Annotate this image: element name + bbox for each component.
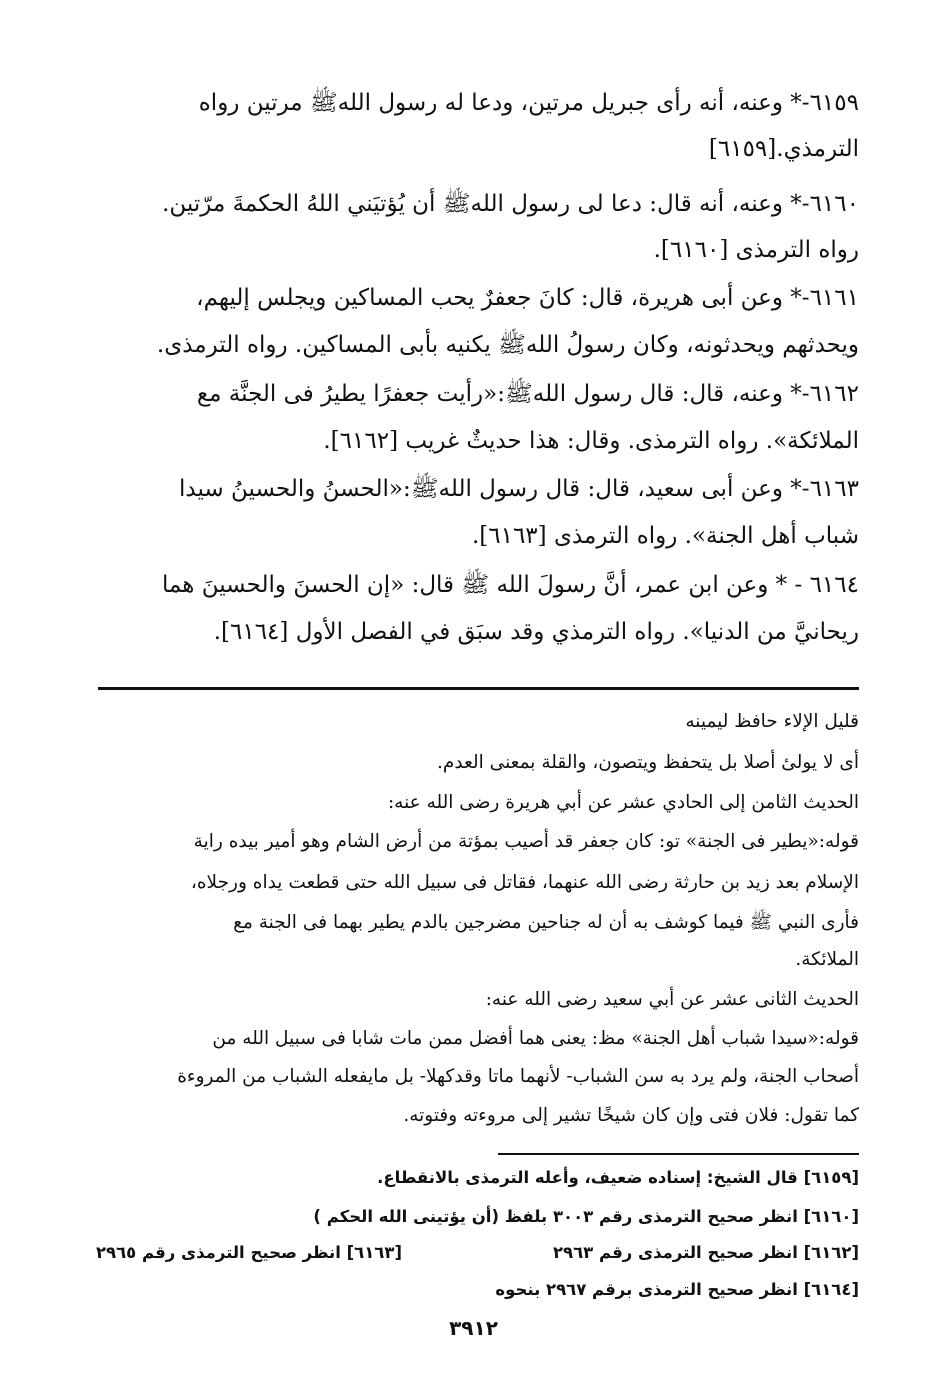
text-line: ٦١٦٢-* وعنه، قال: قال رسول اللهﷺ:«رأيت جعفرًا يطيرُ فى الجنَّة مع xyxy=(196,381,859,407)
text-line: شباب أهل الجنة». رواه الترمذى [٦١٦٣]. xyxy=(471,523,859,549)
footnote-6160: [٦١٦٠] انظر صحيح الترمذى رقم ٣٠٠٣ بلفظ (أن يؤتينى الله الحكم ) xyxy=(313,1207,859,1226)
commentary-line: الحديث الثانى عشر عن أبي سعيد رضى الله عنه: xyxy=(485,989,859,1010)
main-divider xyxy=(98,687,859,690)
footnote-divider xyxy=(498,1153,859,1155)
commentary-line: الملائكة. xyxy=(795,949,859,970)
commentary-line: أصحاب الجنة، ولم يرد به سن الشباب- لأنهما ماتا وقدكهلا- بل مايفعله الشباب من المروءة xyxy=(177,1066,859,1087)
text-line: الترمذي.[٦١٥٩] xyxy=(708,136,859,162)
text-line: ويحدثهم ويحدثونه، وكان رسولُ اللهﷺ يكنيه بأبى المساكين. رواه الترمذى. xyxy=(156,332,859,358)
text-line: ريحانيَّ من الدنيا». رواه الترمذي وقد سبَق في الفصل الأول [٦١٦٤]. xyxy=(213,619,859,645)
text-line: ٦١٦١-* وعن أبى هريرة، قال: كانَ جعفرٌ يحب المساكين ويجلس إليهم، xyxy=(196,285,859,311)
commentary-line: كما تقول: فلان فتى وإن كان شيخًا تشير إلى مروءته وفتوته. xyxy=(403,1105,859,1126)
commentary-line: أى لا يولىٔ أصلا بل يتحفظ ويتصون، والقلة بمعنى العدم. xyxy=(437,752,859,773)
footnote-6164: [٦١٦٤] انظر صحيح الترمذى برقم ٢٩٦٧ بنحوه xyxy=(495,1280,859,1299)
text-line: ٦١٦٤ - * وعن ابن عمر، أنَّ رسولَ الله ﷺ قال: «إن الحسنَ والحسينَ هما xyxy=(161,572,859,598)
text-line: الملائكة». رواه الترمذى. وقال: هذا حديثٌ غريب [٦١٦٢]. xyxy=(323,428,859,454)
footnote-6162: [٦١٦٢] انظر صحيح الترمذى رقم ٢٩٦٣ xyxy=(552,1243,859,1262)
text-line: ٦١٦٣-* وعن أبى سعيد، قال: قال رسول اللهﷺ:«الحسنُ والحسينُ سيدا xyxy=(179,476,859,502)
text-line: ٦١٥٩-* وعنه، أنه رأى جبريل مرتين، ودعا له رسول اللهﷺ مرتين رواه xyxy=(198,90,859,116)
commentary-line: فأرى النبي ﷺ فيما كوشف به أن له جناحين مضرجين بالدم يطير بهما فى الجنة مع xyxy=(233,912,859,933)
commentary-line: الحديث الثامن إلى الحادي عشر عن أبي هريرة رضى الله عنه: xyxy=(387,792,859,813)
commentary-line: قوله:«يطير فى الجنة» تو: كان جعفر قد أصيب بمؤتة من أرض الشام وهو أمير بيده راية xyxy=(193,831,859,852)
commentary-line: قليل الإلاء حافظ ليمينه xyxy=(685,711,859,732)
commentary-line: الإسلام بعد زيد بن حارثة رضى الله عنهما، فقاتل فى سبيل الله حتى قطعت يداه ورجلاه، xyxy=(190,872,859,893)
footnote-6163: [٦١٦٣] انظر صحيح الترمذى رقم ٢٩٦٥ xyxy=(95,1243,402,1262)
page-number: ٣٩١٢ xyxy=(449,1316,498,1340)
footnote-6159: [٦١٥٩] قال الشيخ: إسناده ضعيف، وأعله الترمذى بالانقطاع. xyxy=(377,1168,859,1187)
text-line: ٦١٦٠-* وعنه، أنه قال: دعا لى رسول اللهﷺ أن يُؤتيَني اللهُ الحكمةَ مرّتين. xyxy=(162,191,859,217)
commentary-line: قوله:«سيدا شباب أهل الجنة» مظ: يعنى هما أفضل ممن مات شابا فى سبيل الله من xyxy=(212,1028,859,1049)
text-line: رواه الترمذى [٦١٦٠]. xyxy=(653,237,859,263)
